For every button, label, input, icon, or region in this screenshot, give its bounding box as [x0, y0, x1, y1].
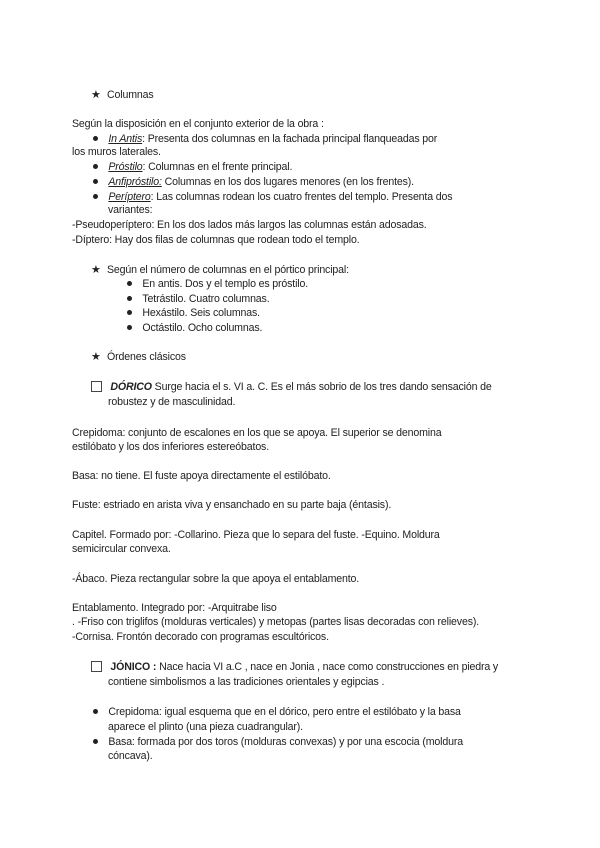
- in-antis-continuation: los muros laterales.: [72, 146, 161, 158]
- star-bullet-icon: ★: [91, 264, 101, 276]
- list-item: Octástilo. Ocho columnas.: [127, 322, 262, 335]
- bullet-dot-icon: [93, 194, 98, 199]
- jonico-continuation: contiene simbolismos a las tradiciones orientales y egipcias .: [108, 676, 385, 688]
- list-item: Tetrástilo. Cuatro columnas.: [127, 293, 270, 306]
- dorico-basa: Basa: no tiene. El fuste apoya directamente el estilóbato.: [72, 470, 331, 482]
- pseudoperiptero-line: -Pseudoperíptero: En los dos lados más largos las columnas están adosadas.: [72, 219, 427, 231]
- bullet-dot-icon: [93, 709, 98, 714]
- dorico-capitel-continuation: semicircular convexa.: [72, 543, 171, 555]
- dorico-entablamento: Entablamento. Integrado por: -Arquitrabe liso: [72, 602, 277, 614]
- dorico-cornisa: -Cornisa. Frontón decorado con programas escultóricos.: [72, 631, 329, 643]
- list-item-periptero: Períptero: Las columnas rodean los cuatro frentes del templo. Presenta dos: [93, 191, 452, 204]
- jonico-crepidoma-continuation: aparece el plinto (una pieza cuadrangular).: [108, 721, 303, 733]
- dorico-continuation: robustez y de masculinidad.: [108, 396, 236, 408]
- bullet-dot-icon: [127, 281, 132, 286]
- bullet-dot-icon: [93, 179, 98, 184]
- jonico-crepidoma-item: Crepidoma: igual esquema que en el dórico, pero entre el estilóbato y la basa: [93, 706, 461, 719]
- bullet-dot-icon: [93, 164, 98, 169]
- dorico-friso: . -Friso con triglifos (molduras verticales) y metopas (partes lisas decoradas con relieves).: [72, 616, 480, 628]
- bullet-dot-icon: [127, 310, 132, 315]
- bullet-dot-icon: [127, 296, 132, 301]
- checkbox-icon[interactable]: [91, 661, 102, 672]
- dorico-capitel: Capitel. Formado por: -Collarino. Pieza que lo separa del fuste. -Equino. Moldura: [72, 529, 440, 541]
- dorico-crepidoma-continuation: estilóbato y los dos inferiores estereóbatos.: [72, 441, 269, 453]
- star-bullet-icon: ★: [91, 351, 101, 363]
- jonico-basa-continuation: cóncava).: [108, 750, 153, 762]
- dorico-fuste: Fuste: estriado en arista viva y ensanchado en su parte baja (éntasis).: [72, 499, 392, 511]
- dorico-crepidoma: Crepidoma: conjunto de escalones en los que se apoya. El superior se denomina: [72, 427, 442, 439]
- checkbox-icon[interactable]: [91, 381, 102, 392]
- bullet-dot-icon: [127, 325, 132, 330]
- list-item-in-antis: In Antis: Presenta dos columnas en la fachada principal flanqueadas por: [93, 133, 437, 146]
- bullet-dot-icon: [93, 739, 98, 744]
- diptero-line: -Díptero: Hay dos filas de columnas que rodean todo el templo.: [72, 234, 360, 246]
- jonico-basa-item: Basa: formada por dos toros (molduras convexas) y por una escocia (moldura: [93, 736, 463, 749]
- list-item: Hexástilo. Seis columnas.: [127, 307, 260, 320]
- list-item: En antis. Dos y el templo es próstilo.: [127, 278, 308, 291]
- dorico-abaco: -Ábaco. Pieza rectangular sobre la que apoya el entablamento.: [72, 573, 360, 585]
- heading-ordenes-clasicos: ★ Órdenes clásicos: [91, 351, 186, 363]
- bullet-dot-icon: [93, 136, 98, 141]
- columnas-intro: Según la disposición en el conjunto exterior de la obra :: [72, 118, 324, 130]
- periptero-continuation: variantes:: [108, 204, 153, 216]
- heading-numero-columnas: ★ Según el número de columnas en el pórtico principal:: [91, 264, 349, 276]
- heading-columnas: ★ Columnas: [91, 89, 154, 101]
- dorico-heading: DÓRICO Surge hacia el s. VI a. C. Es el más sobrio de los tres dando sensación de: [91, 381, 492, 394]
- list-item-prostilo: Próstilo: Columnas en el frente principal.: [93, 161, 292, 174]
- jonico-heading: JÓNICO : Nace hacia VI a.C , nace en Jonia , nace como construcciones en piedra y: [91, 661, 498, 674]
- in-antis-term: In Antis: [108, 133, 143, 145]
- star-bullet-icon: ★: [91, 89, 101, 101]
- list-item-anfiprostilo: Anfipróstilo: Columnas en los dos lugares menores (en los frentes).: [93, 176, 414, 189]
